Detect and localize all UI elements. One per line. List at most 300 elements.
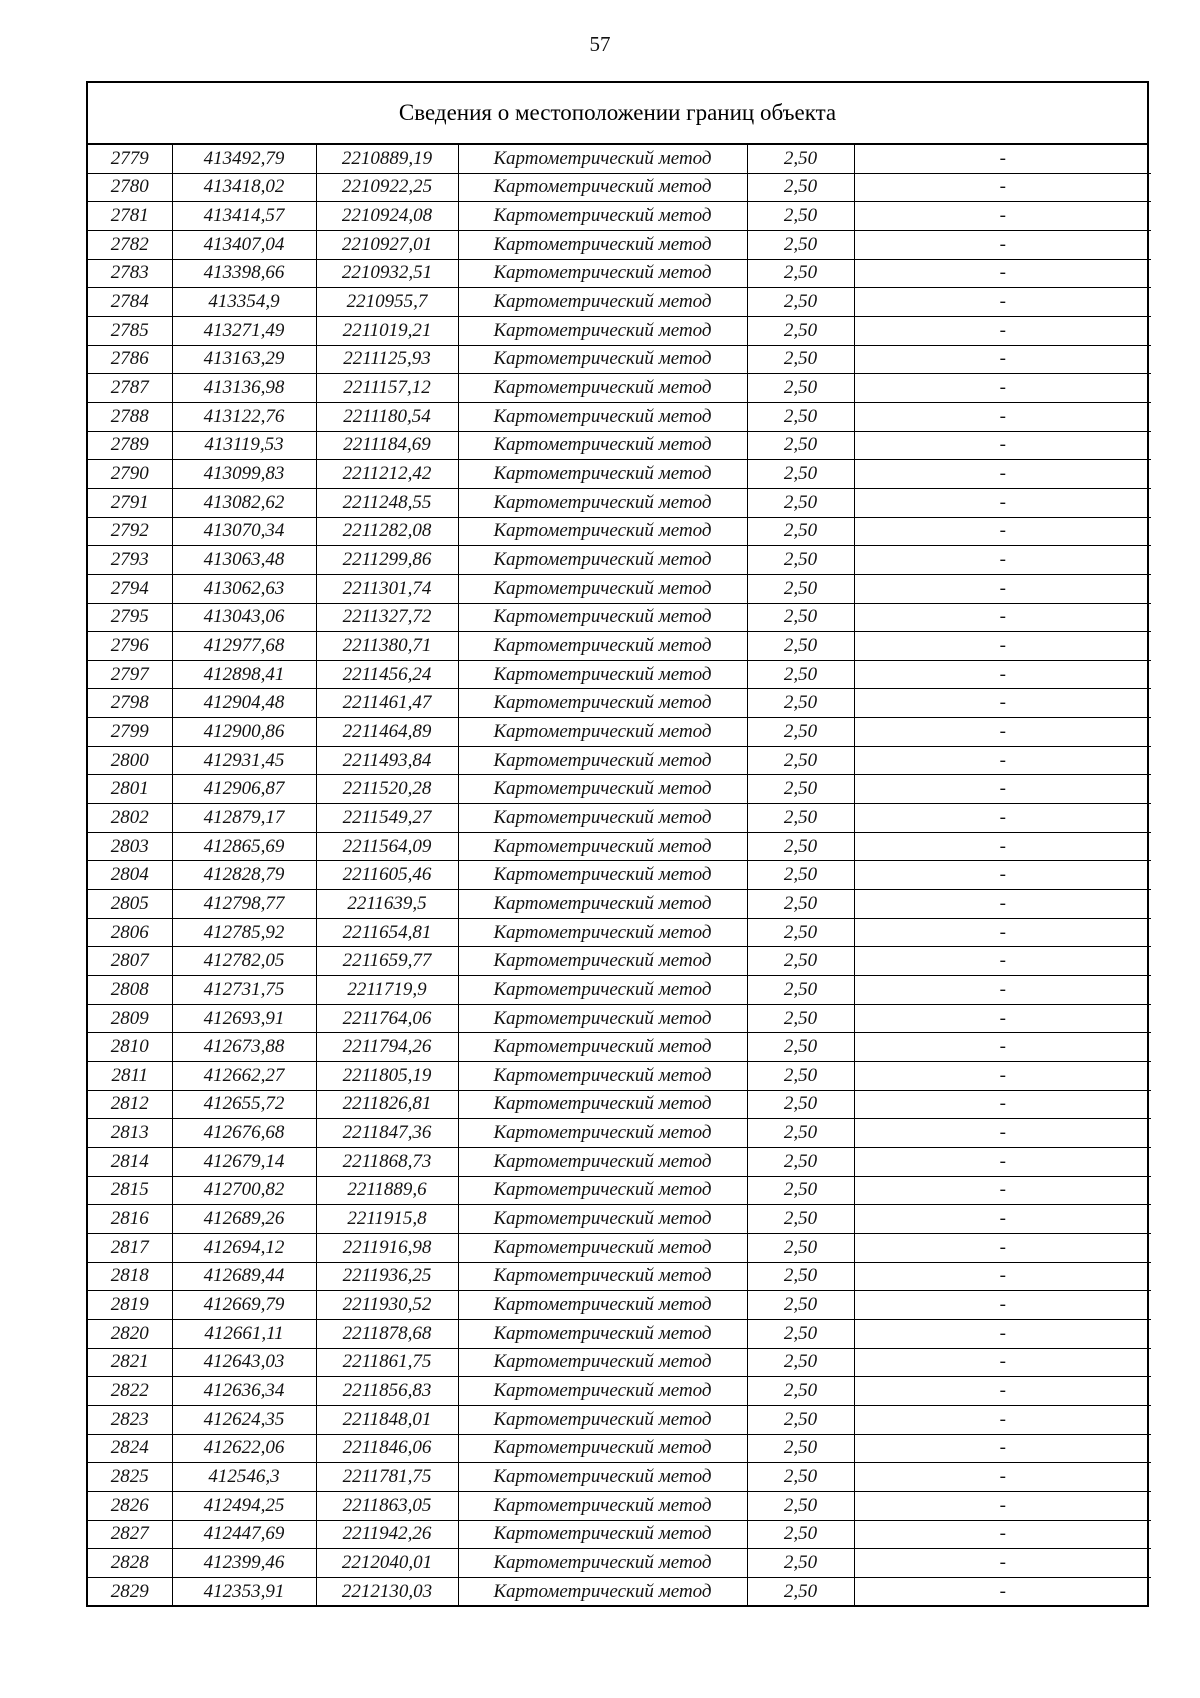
y-coordinate-cell: 2211826,81: [316, 1090, 458, 1119]
y-coordinate-cell: 2210924,08: [316, 202, 458, 231]
accuracy-cell: 2,50: [747, 488, 854, 517]
point-number-cell: 2820: [88, 1319, 172, 1348]
x-coordinate-cell: 412669,79: [172, 1291, 316, 1320]
accuracy-cell: 2,50: [747, 1348, 854, 1377]
description-cell: -: [854, 746, 1151, 775]
table-row: [88, 1176, 1151, 1205]
y-coordinate-cell: 2211299,86: [316, 546, 458, 575]
x-coordinate-cell: 412931,45: [172, 746, 316, 775]
description-cell: -: [854, 1262, 1151, 1291]
point-number-cell: 2795: [88, 603, 172, 632]
y-coordinate-cell: 2211157,12: [316, 374, 458, 403]
x-coordinate-cell: 412900,86: [172, 718, 316, 747]
table-row: [88, 746, 1151, 775]
description-cell: -: [854, 546, 1151, 575]
table-row: [88, 632, 1151, 661]
table-row: [88, 1319, 1151, 1348]
table-row: [88, 460, 1151, 489]
method-cell: Картометрический метод: [458, 603, 747, 632]
y-coordinate-cell: 2211889,6: [316, 1176, 458, 1205]
description-cell: -: [854, 1205, 1151, 1234]
y-coordinate-cell: 2210932,51: [316, 259, 458, 288]
description-cell: -: [854, 1062, 1151, 1091]
table-row: [88, 1405, 1151, 1434]
description-cell: -: [854, 1549, 1151, 1578]
table-row: [88, 1033, 1151, 1062]
x-coordinate-cell: 413082,62: [172, 488, 316, 517]
description-cell: -: [854, 689, 1151, 718]
boundary-table-sheet: [86, 81, 1149, 1607]
description-cell: -: [854, 861, 1151, 890]
accuracy-cell: 2,50: [747, 660, 854, 689]
description-cell: -: [854, 718, 1151, 747]
point-number-cell: 2818: [88, 1262, 172, 1291]
x-coordinate-cell: 413063,48: [172, 546, 316, 575]
point-number-cell: 2781: [88, 202, 172, 231]
x-coordinate-cell: 413418,02: [172, 173, 316, 202]
point-number-cell: 2803: [88, 832, 172, 861]
table-row: [88, 202, 1151, 231]
description-cell: -: [854, 947, 1151, 976]
accuracy-cell: 2,50: [747, 1434, 854, 1463]
x-coordinate-cell: 413398,66: [172, 259, 316, 288]
point-number-cell: 2808: [88, 976, 172, 1005]
method-cell: Картометрический метод: [458, 1004, 747, 1033]
method-cell: Картометрический метод: [458, 1033, 747, 1062]
method-cell: Картометрический метод: [458, 804, 747, 833]
y-coordinate-cell: 2210955,7: [316, 288, 458, 317]
point-number-cell: 2782: [88, 230, 172, 259]
description-cell: -: [854, 1377, 1151, 1406]
x-coordinate-cell: 412693,91: [172, 1004, 316, 1033]
x-coordinate-cell: 412679,14: [172, 1147, 316, 1176]
point-number-cell: 2783: [88, 259, 172, 288]
point-number-cell: 2791: [88, 488, 172, 517]
method-cell: Картометрический метод: [458, 918, 747, 947]
y-coordinate-cell: 2211936,25: [316, 1262, 458, 1291]
accuracy-cell: 2,50: [747, 574, 854, 603]
y-coordinate-cell: 2211301,74: [316, 574, 458, 603]
method-cell: Картометрический метод: [458, 316, 747, 345]
y-coordinate-cell: 2210922,25: [316, 173, 458, 202]
y-coordinate-cell: 2211464,89: [316, 718, 458, 747]
x-coordinate-cell: 412879,17: [172, 804, 316, 833]
table-row: [88, 947, 1151, 976]
point-number-cell: 2786: [88, 345, 172, 374]
table-row: [88, 804, 1151, 833]
accuracy-cell: 2,50: [747, 374, 854, 403]
method-cell: Картометрический метод: [458, 1405, 747, 1434]
description-cell: -: [854, 402, 1151, 431]
y-coordinate-cell: 2212040,01: [316, 1549, 458, 1578]
point-number-cell: 2823: [88, 1405, 172, 1434]
x-coordinate-cell: 413043,06: [172, 603, 316, 632]
description-cell: -: [854, 431, 1151, 460]
description-cell: -: [854, 1033, 1151, 1062]
accuracy-cell: 2,50: [747, 202, 854, 231]
x-coordinate-cell: 413062,63: [172, 574, 316, 603]
point-number-cell: 2793: [88, 546, 172, 575]
accuracy-cell: 2,50: [747, 1491, 854, 1520]
accuracy-cell: 2,50: [747, 1549, 854, 1578]
table-row: [88, 775, 1151, 804]
point-number-cell: 2787: [88, 374, 172, 403]
x-coordinate-cell: 412643,03: [172, 1348, 316, 1377]
y-coordinate-cell: 2212130,03: [316, 1577, 458, 1605]
method-cell: Картометрический метод: [458, 288, 747, 317]
x-coordinate-cell: 413271,49: [172, 316, 316, 345]
accuracy-cell: 2,50: [747, 603, 854, 632]
method-cell: Картометрический метод: [458, 402, 747, 431]
y-coordinate-cell: 2211282,08: [316, 517, 458, 546]
y-coordinate-cell: 2211520,28: [316, 775, 458, 804]
x-coordinate-cell: 412676,68: [172, 1119, 316, 1148]
method-cell: Картометрический метод: [458, 1119, 747, 1148]
table-row: [88, 1090, 1151, 1119]
table-row: [88, 660, 1151, 689]
x-coordinate-cell: 412898,41: [172, 660, 316, 689]
x-coordinate-cell: 413407,04: [172, 230, 316, 259]
x-coordinate-cell: 412636,34: [172, 1377, 316, 1406]
table-row: [88, 1147, 1151, 1176]
point-number-cell: 2792: [88, 517, 172, 546]
y-coordinate-cell: 2211493,84: [316, 746, 458, 775]
method-cell: Картометрический метод: [458, 488, 747, 517]
accuracy-cell: 2,50: [747, 689, 854, 718]
y-coordinate-cell: 2211846,06: [316, 1434, 458, 1463]
x-coordinate-cell: 412694,12: [172, 1233, 316, 1262]
table-row: [88, 230, 1151, 259]
accuracy-cell: 2,50: [747, 861, 854, 890]
accuracy-cell: 2,50: [747, 1291, 854, 1320]
description-cell: -: [854, 1405, 1151, 1434]
method-cell: Картометрический метод: [458, 689, 747, 718]
accuracy-cell: 2,50: [747, 718, 854, 747]
description-cell: -: [854, 1176, 1151, 1205]
accuracy-cell: 2,50: [747, 173, 854, 202]
y-coordinate-cell: 2210889,19: [316, 145, 458, 173]
accuracy-cell: 2,50: [747, 259, 854, 288]
accuracy-cell: 2,50: [747, 632, 854, 661]
description-cell: -: [854, 660, 1151, 689]
description-cell: -: [854, 173, 1151, 202]
description-cell: -: [854, 632, 1151, 661]
description-cell: -: [854, 345, 1151, 374]
table-row: [88, 488, 1151, 517]
method-cell: Картометрический метод: [458, 1262, 747, 1291]
y-coordinate-cell: 2210927,01: [316, 230, 458, 259]
table-row: [88, 976, 1151, 1005]
table-row: [88, 689, 1151, 718]
x-coordinate-cell: 412828,79: [172, 861, 316, 890]
y-coordinate-cell: 2211654,81: [316, 918, 458, 947]
description-cell: -: [854, 1233, 1151, 1262]
accuracy-cell: 2,50: [747, 1205, 854, 1234]
method-cell: Картометрический метод: [458, 1491, 747, 1520]
method-cell: Картометрический метод: [458, 1090, 747, 1119]
y-coordinate-cell: 2211847,36: [316, 1119, 458, 1148]
y-coordinate-cell: 2211942,26: [316, 1520, 458, 1549]
y-coordinate-cell: 2211639,5: [316, 890, 458, 919]
table-row: [88, 918, 1151, 947]
point-number-cell: 2785: [88, 316, 172, 345]
table-row: [88, 1233, 1151, 1262]
accuracy-cell: 2,50: [747, 546, 854, 575]
x-coordinate-cell: 412661,11: [172, 1319, 316, 1348]
table-row: [88, 1520, 1151, 1549]
table-row: [88, 259, 1151, 288]
accuracy-cell: 2,50: [747, 1033, 854, 1062]
point-number-cell: 2809: [88, 1004, 172, 1033]
y-coordinate-cell: 2211184,69: [316, 431, 458, 460]
table-row: [88, 173, 1151, 202]
point-number-cell: 2790: [88, 460, 172, 489]
point-number-cell: 2806: [88, 918, 172, 947]
y-coordinate-cell: 2211868,73: [316, 1147, 458, 1176]
y-coordinate-cell: 2211180,54: [316, 402, 458, 431]
accuracy-cell: 2,50: [747, 1176, 854, 1205]
y-coordinate-cell: 2211915,8: [316, 1205, 458, 1234]
accuracy-cell: 2,50: [747, 517, 854, 546]
table-row: [88, 316, 1151, 345]
x-coordinate-cell: 412904,48: [172, 689, 316, 718]
table-row: [88, 1549, 1151, 1578]
coordinates-table-body: [88, 145, 1151, 1605]
description-cell: -: [854, 259, 1151, 288]
description-cell: -: [854, 1577, 1151, 1605]
x-coordinate-cell: 412494,25: [172, 1491, 316, 1520]
y-coordinate-cell: 2211794,26: [316, 1033, 458, 1062]
accuracy-cell: 2,50: [747, 1062, 854, 1091]
x-coordinate-cell: 412731,75: [172, 976, 316, 1005]
method-cell: Картометрический метод: [458, 632, 747, 661]
y-coordinate-cell: 2211781,75: [316, 1463, 458, 1492]
description-cell: -: [854, 775, 1151, 804]
description-cell: -: [854, 918, 1151, 947]
point-number-cell: 2788: [88, 402, 172, 431]
description-cell: -: [854, 1090, 1151, 1119]
description-cell: -: [854, 804, 1151, 833]
table-row: [88, 431, 1151, 460]
x-coordinate-cell: 412700,82: [172, 1176, 316, 1205]
point-number-cell: 2813: [88, 1119, 172, 1148]
point-number-cell: 2789: [88, 431, 172, 460]
x-coordinate-cell: 413163,29: [172, 345, 316, 374]
accuracy-cell: 2,50: [747, 890, 854, 919]
table-row: [88, 288, 1151, 317]
accuracy-cell: 2,50: [747, 1233, 854, 1262]
method-cell: Картометрический метод: [458, 1233, 747, 1262]
accuracy-cell: 2,50: [747, 746, 854, 775]
description-cell: -: [854, 1434, 1151, 1463]
x-coordinate-cell: 412353,91: [172, 1577, 316, 1605]
method-cell: Картометрический метод: [458, 431, 747, 460]
accuracy-cell: 2,50: [747, 1262, 854, 1291]
description-cell: -: [854, 488, 1151, 517]
method-cell: Картометрический метод: [458, 230, 747, 259]
method-cell: Картометрический метод: [458, 1577, 747, 1605]
method-cell: Картометрический метод: [458, 660, 747, 689]
x-coordinate-cell: 412655,72: [172, 1090, 316, 1119]
point-number-cell: 2801: [88, 775, 172, 804]
accuracy-cell: 2,50: [747, 1147, 854, 1176]
x-coordinate-cell: 413070,34: [172, 517, 316, 546]
x-coordinate-cell: 412399,46: [172, 1549, 316, 1578]
x-coordinate-cell: 412782,05: [172, 947, 316, 976]
accuracy-cell: 2,50: [747, 832, 854, 861]
point-number-cell: 2826: [88, 1491, 172, 1520]
table-row: [88, 832, 1151, 861]
x-coordinate-cell: 413492,79: [172, 145, 316, 173]
method-cell: Картометрический метод: [458, 976, 747, 1005]
accuracy-cell: 2,50: [747, 145, 854, 173]
table-row: [88, 1262, 1151, 1291]
accuracy-cell: 2,50: [747, 1119, 854, 1148]
method-cell: Картометрический метод: [458, 1205, 747, 1234]
y-coordinate-cell: 2211461,47: [316, 689, 458, 718]
method-cell: Картометрический метод: [458, 1319, 747, 1348]
point-number-cell: 2822: [88, 1377, 172, 1406]
table-row: [88, 1348, 1151, 1377]
point-number-cell: 2797: [88, 660, 172, 689]
point-number-cell: 2828: [88, 1549, 172, 1578]
y-coordinate-cell: 2211549,27: [316, 804, 458, 833]
y-coordinate-cell: 2211863,05: [316, 1491, 458, 1520]
accuracy-cell: 2,50: [747, 402, 854, 431]
table-row: [88, 1062, 1151, 1091]
description-cell: -: [854, 1004, 1151, 1033]
method-cell: Картометрический метод: [458, 173, 747, 202]
method-cell: Картометрический метод: [458, 947, 747, 976]
x-coordinate-cell: 412689,44: [172, 1262, 316, 1291]
method-cell: Картометрический метод: [458, 1291, 747, 1320]
table-title: Сведения о местоположении границ объекта: [88, 83, 1147, 145]
point-number-cell: 2816: [88, 1205, 172, 1234]
method-cell: Картометрический метод: [458, 1463, 747, 1492]
point-number-cell: 2800: [88, 746, 172, 775]
table-row: [88, 1291, 1151, 1320]
description-cell: -: [854, 288, 1151, 317]
description-cell: -: [854, 1147, 1151, 1176]
point-number-cell: 2817: [88, 1233, 172, 1262]
point-number-cell: 2827: [88, 1520, 172, 1549]
x-coordinate-cell: 412785,92: [172, 918, 316, 947]
point-number-cell: 2812: [88, 1090, 172, 1119]
y-coordinate-cell: 2211380,71: [316, 632, 458, 661]
method-cell: Картометрический метод: [458, 1147, 747, 1176]
point-number-cell: 2794: [88, 574, 172, 603]
table-row: [88, 374, 1151, 403]
table-row: [88, 861, 1151, 890]
point-number-cell: 2779: [88, 145, 172, 173]
description-cell: -: [854, 976, 1151, 1005]
accuracy-cell: 2,50: [747, 1004, 854, 1033]
description-cell: -: [854, 1291, 1151, 1320]
description-cell: -: [854, 460, 1151, 489]
accuracy-cell: 2,50: [747, 918, 854, 947]
x-coordinate-cell: 412622,06: [172, 1434, 316, 1463]
method-cell: Картометрический метод: [458, 832, 747, 861]
point-number-cell: 2805: [88, 890, 172, 919]
x-coordinate-cell: 412865,69: [172, 832, 316, 861]
x-coordinate-cell: 412447,69: [172, 1520, 316, 1549]
coordinates-table: [88, 145, 1151, 1605]
description-cell: -: [854, 890, 1151, 919]
method-cell: Картометрический метод: [458, 374, 747, 403]
method-cell: Картометрический метод: [458, 1348, 747, 1377]
method-cell: Картометрический метод: [458, 460, 747, 489]
point-number-cell: 2807: [88, 947, 172, 976]
y-coordinate-cell: 2211764,06: [316, 1004, 458, 1033]
accuracy-cell: 2,50: [747, 1377, 854, 1406]
page-number: 57: [589, 32, 611, 56]
point-number-cell: 2824: [88, 1434, 172, 1463]
description-cell: -: [854, 574, 1151, 603]
description-cell: -: [854, 374, 1151, 403]
method-cell: Картометрический метод: [458, 259, 747, 288]
table-row: [88, 546, 1151, 575]
y-coordinate-cell: 2211564,09: [316, 832, 458, 861]
x-coordinate-cell: 412546,3: [172, 1463, 316, 1492]
method-cell: Картометрический метод: [458, 202, 747, 231]
point-number-cell: 2804: [88, 861, 172, 890]
table-row: [88, 1377, 1151, 1406]
description-cell: -: [854, 603, 1151, 632]
point-number-cell: 2784: [88, 288, 172, 317]
x-coordinate-cell: 413354,9: [172, 288, 316, 317]
method-cell: Картометрический метод: [458, 574, 747, 603]
x-coordinate-cell: 412624,35: [172, 1405, 316, 1434]
table-row: [88, 1577, 1151, 1605]
x-coordinate-cell: 412977,68: [172, 632, 316, 661]
description-cell: -: [854, 1520, 1151, 1549]
description-cell: -: [854, 1119, 1151, 1148]
table-row: [88, 345, 1151, 374]
x-coordinate-cell: 412673,88: [172, 1033, 316, 1062]
description-cell: -: [854, 145, 1151, 173]
description-cell: -: [854, 316, 1151, 345]
x-coordinate-cell: 413136,98: [172, 374, 316, 403]
y-coordinate-cell: 2211659,77: [316, 947, 458, 976]
table-row: [88, 1463, 1151, 1492]
point-number-cell: 2815: [88, 1176, 172, 1205]
point-number-cell: 2819: [88, 1291, 172, 1320]
method-cell: Картометрический метод: [458, 1377, 747, 1406]
y-coordinate-cell: 2211805,19: [316, 1062, 458, 1091]
table-row: [88, 402, 1151, 431]
accuracy-cell: 2,50: [747, 1319, 854, 1348]
method-cell: Картометрический метод: [458, 775, 747, 804]
description-cell: -: [854, 1348, 1151, 1377]
y-coordinate-cell: 2211456,24: [316, 660, 458, 689]
method-cell: Картометрический метод: [458, 861, 747, 890]
table-row: [88, 1491, 1151, 1520]
table-row: [88, 517, 1151, 546]
method-cell: Картометрический метод: [458, 746, 747, 775]
table-row: [88, 890, 1151, 919]
x-coordinate-cell: 413119,53: [172, 431, 316, 460]
x-coordinate-cell: 413414,57: [172, 202, 316, 231]
accuracy-cell: 2,50: [747, 1577, 854, 1605]
accuracy-cell: 2,50: [747, 345, 854, 374]
accuracy-cell: 2,50: [747, 1405, 854, 1434]
y-coordinate-cell: 2211848,01: [316, 1405, 458, 1434]
point-number-cell: 2810: [88, 1033, 172, 1062]
y-coordinate-cell: 2211719,9: [316, 976, 458, 1005]
accuracy-cell: 2,50: [747, 976, 854, 1005]
point-number-cell: 2802: [88, 804, 172, 833]
y-coordinate-cell: 2211878,68: [316, 1319, 458, 1348]
